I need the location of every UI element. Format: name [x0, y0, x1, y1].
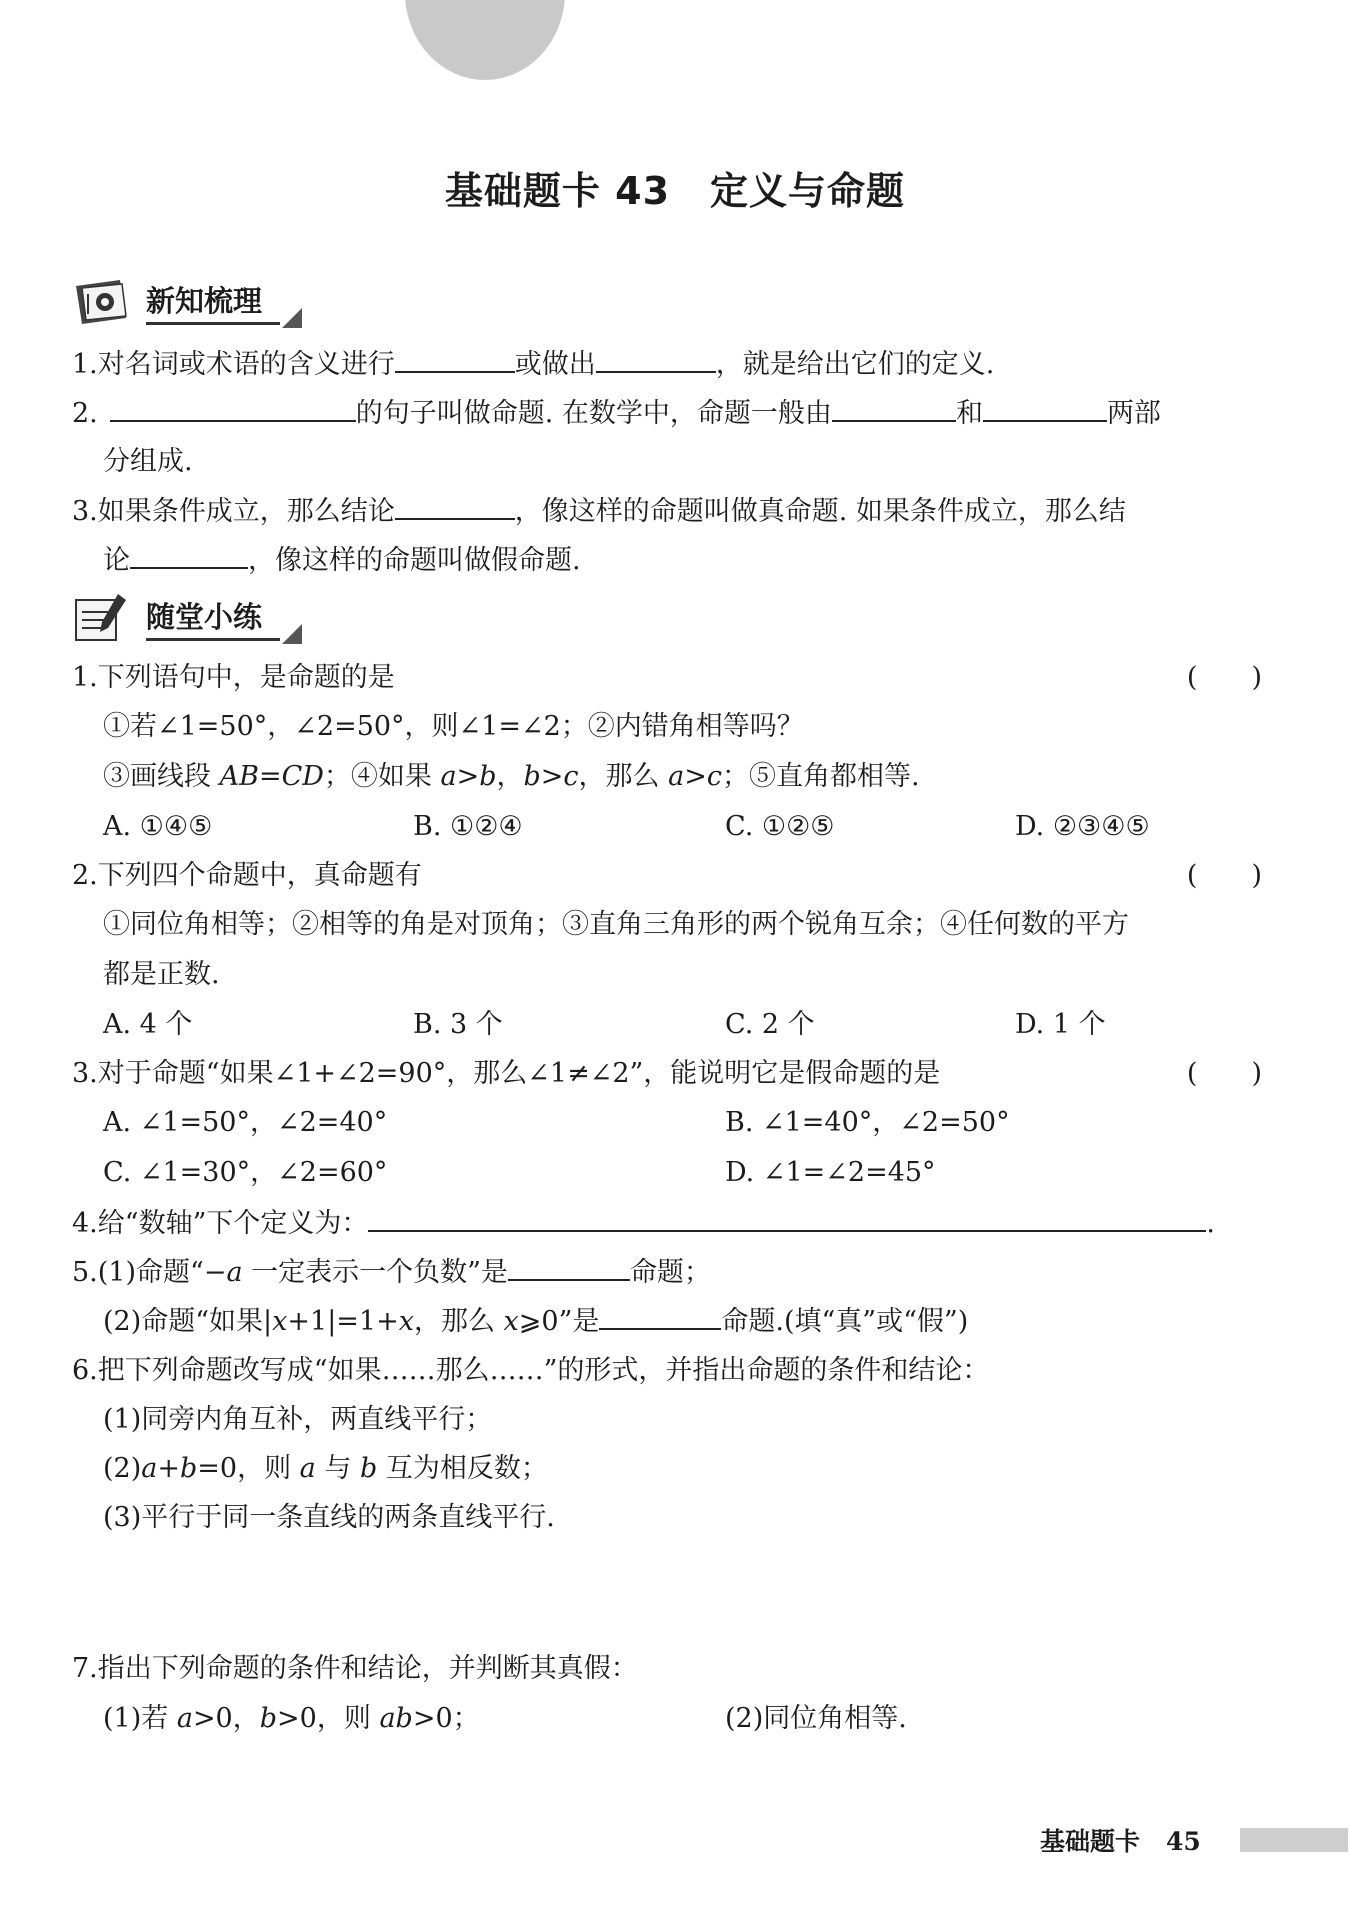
q-text: ，那么: [578, 761, 669, 792]
knowledge-q2: [72, 394, 1262, 433]
q-number: 3.: [72, 496, 98, 527]
section-knowledge-label: 新知梳理: [146, 279, 280, 325]
q-text: >0，: [192, 1703, 260, 1734]
answer-parentheses[interactable]: ( ): [1186, 1058, 1262, 1089]
q-text: >: [540, 761, 564, 792]
practice-q3-options-row1: [103, 1104, 1263, 1142]
option-d[interactable]: D. ②③④⑤: [1015, 811, 1150, 842]
math-var: a: [176, 1703, 193, 1734]
q-text: 命题；: [629, 1257, 711, 1288]
q-text: ①若∠1=50°，∠2=50°，则∠1=∠2；②内错角相等吗？: [103, 711, 804, 742]
math-var: b: [523, 761, 541, 792]
q-text: 命题.(填“真”或“假”): [721, 1306, 969, 1337]
section-arrow-icon: [282, 308, 302, 328]
answer-blank[interactable]: [599, 1302, 721, 1330]
answer-blank[interactable]: [395, 492, 515, 520]
q-text: 的句子叫做命题. 在数学中，命题一般由: [355, 398, 832, 429]
option-d[interactable]: D. 1 个: [1015, 1009, 1106, 1040]
answer-parentheses[interactable]: ( ): [1186, 662, 1262, 693]
q-text: 或做出: [514, 349, 596, 380]
pencil-notepad-icon: [72, 590, 134, 646]
math-var: x: [503, 1306, 519, 1337]
answer-blank[interactable]: [395, 345, 515, 373]
knowledge-q2-cont: [103, 443, 1263, 481]
q-text: >: [456, 761, 480, 792]
option-c[interactable]: C. 2 个: [725, 1009, 815, 1040]
q-text: ，那么: [413, 1306, 504, 1337]
q-text: 都是正数.: [103, 959, 220, 990]
math-var: a: [226, 1257, 243, 1288]
title-topic: 定义与命题: [710, 169, 906, 213]
option-d[interactable]: D. ∠1=∠2=45°: [725, 1157, 936, 1188]
q-number: 7.: [72, 1653, 98, 1684]
q-text: ；⑤直角都相等.: [722, 761, 920, 792]
q-text: 对于命题“如果∠1+∠2=90°，那么∠1≠∠2”，能说明它是假命题的是: [97, 1058, 941, 1089]
q-text: ；④如果: [323, 761, 441, 792]
practice-q3-options-row2: [103, 1154, 1263, 1192]
math-var: a: [141, 1453, 158, 1484]
q-text: (2)命题“如果|: [103, 1306, 273, 1337]
option-a[interactable]: A. ①④⑤: [103, 811, 213, 842]
q-number: 2.: [72, 860, 98, 891]
practice-q7: [72, 1650, 1262, 1688]
knowledge-q3: [72, 492, 1262, 531]
q-number: 1.: [72, 349, 98, 380]
q-text: ③画线段: [103, 761, 220, 792]
q-text: 两部: [1106, 398, 1161, 429]
q-text: 分组成.: [103, 446, 193, 477]
q-text: 和: [955, 398, 983, 429]
practice-q1-options: [103, 808, 1263, 846]
math-var: b: [179, 1453, 198, 1484]
page-footer: [1040, 1822, 1201, 1858]
q-number: 5.: [72, 1257, 98, 1288]
answer-blank[interactable]: [130, 541, 248, 569]
page-title: [0, 160, 1350, 215]
option-b[interactable]: B. ∠1=40°，∠2=50°: [725, 1107, 1010, 1138]
math-var: x: [272, 1306, 288, 1337]
answer-blank[interactable]: [368, 1204, 1206, 1232]
q-number: 2.: [72, 398, 98, 429]
footer-decoration-bar: [1240, 1828, 1348, 1852]
practice-q6-sub3: [103, 1499, 1263, 1537]
q-text: 下列语句中，是命题的是: [97, 662, 395, 693]
option-b[interactable]: B. 3 个: [413, 1009, 503, 1040]
math-var: b: [479, 761, 497, 792]
math-var: a: [440, 761, 457, 792]
math-var: ab: [379, 1703, 413, 1734]
math-var: x: [398, 1306, 414, 1337]
q-number: 4.: [72, 1208, 98, 1239]
q-text: >0；: [412, 1703, 480, 1734]
q-text: 把下列命题改写成“如果……那么……”的形式，并指出命题的条件和结论：: [97, 1355, 990, 1386]
knowledge-q1: [72, 345, 1262, 384]
q-text: 对名词或术语的含义进行: [97, 349, 395, 380]
option-c[interactable]: C. ①②⑤: [725, 811, 835, 842]
option-a[interactable]: A. 4 个: [103, 1009, 193, 1040]
knowledge-q3-cont: [103, 541, 1263, 580]
math-var: b: [359, 1453, 378, 1484]
practice-q2: [72, 857, 1262, 895]
answer-blank[interactable]: [508, 1253, 630, 1281]
header-tab-decoration: [405, 0, 565, 80]
practice-q2-options: [103, 1006, 1263, 1044]
math-var: c: [706, 761, 722, 792]
notebook-icon: [72, 274, 134, 330]
q-text: 一定表示一个负数”是: [242, 1257, 508, 1288]
q-text: (3)平行于同一条直线的两条直线平行.: [103, 1502, 555, 1533]
q-text: 互为相反数；: [377, 1453, 548, 1484]
math-var: a: [299, 1453, 316, 1484]
q-text: ，像这样的命题叫做假命题.: [248, 545, 581, 576]
q-text: >: [684, 761, 707, 792]
practice-q7-subs: [103, 1700, 1263, 1738]
q-text: =: [258, 761, 282, 792]
section-arrow-icon: [282, 624, 302, 644]
practice-q7-sub2: (2)同位角相等.: [725, 1703, 907, 1734]
option-a[interactable]: A. ∠1=50°，∠2=40°: [103, 1107, 388, 1138]
practice-q3: [72, 1055, 1262, 1093]
q-text: ⩾0”是: [518, 1306, 600, 1337]
practice-q1: [72, 659, 1262, 697]
q-text: (1)命题“−: [97, 1257, 227, 1288]
math-var: a: [668, 761, 685, 792]
section-practice-label: 随堂小练: [146, 595, 280, 641]
q-text: 指出下列命题的条件和结论，并判断其真假：: [97, 1653, 638, 1684]
math-var: b: [259, 1703, 278, 1734]
q-number: 3.: [72, 1058, 98, 1089]
option-b[interactable]: B. ①②④: [413, 811, 523, 842]
page-number: 45: [1166, 1827, 1201, 1856]
q-text: +1|=1+: [287, 1306, 399, 1337]
math-var: AB: [219, 761, 259, 792]
option-c[interactable]: C. ∠1=30°，∠2=60°: [103, 1157, 388, 1188]
q-text: 给“数轴”下个定义为：: [97, 1208, 369, 1239]
q-text: 论: [103, 545, 130, 576]
practice-q6-sub2: [103, 1450, 1263, 1488]
q-text: 下列四个命题中，真命题有: [97, 860, 422, 891]
footer-label: 基础题卡: [1040, 1827, 1141, 1856]
q-text: (1)同旁内角互补，两直线平行；: [103, 1404, 493, 1435]
practice-q4: [72, 1204, 1262, 1243]
q-text: 如果条件成立，那么结论: [97, 496, 395, 527]
q-text: >0，则: [277, 1703, 380, 1734]
q-text: .: [1206, 1208, 1215, 1239]
q-text: ，像这样的命题叫做真命题. 如果条件成立，那么结: [514, 496, 1126, 527]
answer-blank[interactable]: [596, 345, 716, 373]
q-number: 1.: [72, 662, 98, 693]
practice-q2-line2: [103, 956, 1263, 994]
math-var: c: [563, 761, 579, 792]
q-text: ，就是给出它们的定义.: [715, 349, 995, 380]
answer-blank[interactable]: [832, 394, 956, 422]
answer-blank[interactable]: [110, 394, 356, 422]
answer-blank[interactable]: [983, 394, 1107, 422]
practice-q1-line1: [103, 708, 1263, 746]
practice-q5-part1: [72, 1253, 1262, 1292]
q-number: 6.: [72, 1355, 98, 1386]
math-var: CD: [281, 761, 324, 792]
practice-q6: [72, 1352, 1262, 1390]
practice-q7-sub1: [103, 1700, 480, 1738]
answer-parentheses[interactable]: ( ): [1186, 860, 1262, 891]
q-text: 与: [315, 1453, 360, 1484]
section-knowledge-header: [72, 274, 302, 330]
q-text: ，: [496, 761, 524, 792]
q-text: =0，则: [197, 1453, 300, 1484]
section-practice-header: [72, 590, 302, 646]
q-text: +: [157, 1453, 180, 1484]
practice-q6-sub1: [103, 1401, 1263, 1439]
q-text: (2): [103, 1453, 142, 1484]
q-text: (1)若: [103, 1703, 177, 1734]
q-text: ①同位角相等；②相等的角是对顶角；③直角三角形的两个锐角互余；④任何数的平方: [103, 909, 1129, 940]
practice-q1-line2: [103, 758, 1263, 796]
practice-q2-line1: [103, 906, 1263, 944]
practice-q5-part2: [103, 1302, 1263, 1341]
title-card: 基础题卡 43: [444, 169, 671, 213]
